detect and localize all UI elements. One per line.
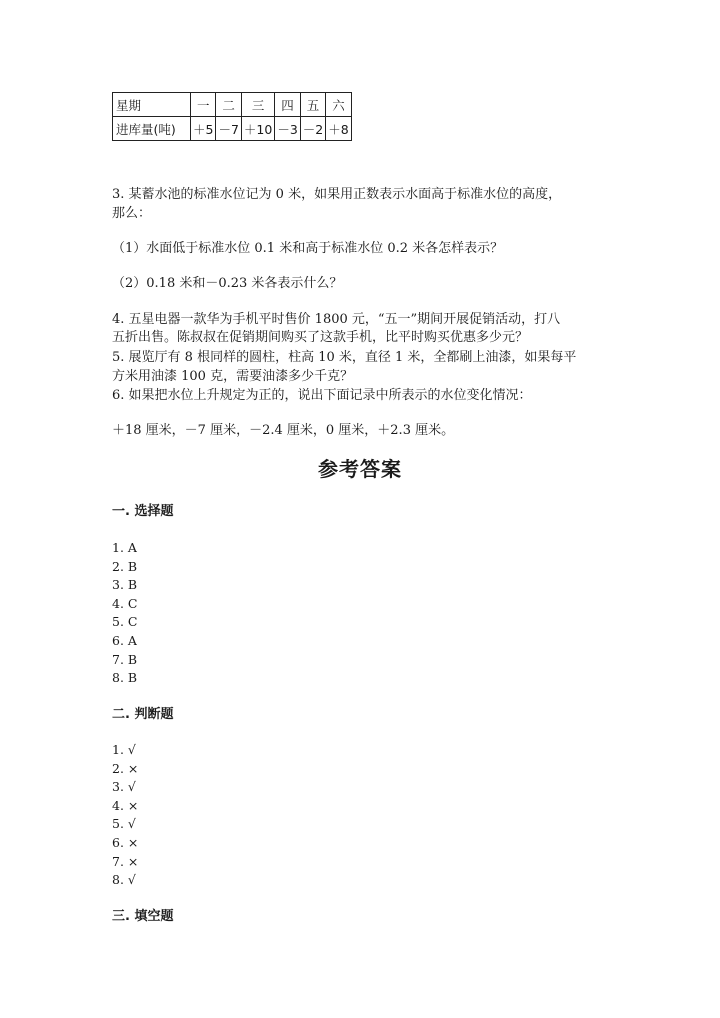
question-3-text-cont: 那么： [112,206,152,221]
table-cell: 星期 [113,93,191,117]
table-cell: ＋8 [326,117,351,141]
list-item: 8. B [112,670,138,686]
table-cell: 三 [241,93,274,117]
question-6-values: ＋18 厘米，－7 厘米，－2.4 厘米，0 厘米，＋2.3 厘米。 [112,423,455,438]
list-item: 4. C [112,595,138,611]
list-item: 3. B [112,577,138,593]
table-cell: －7 [216,117,241,141]
list-item: 6. A [112,632,137,648]
list-item: 3. √ [112,779,136,795]
question-3-sub-2: （2）0.18 米和－0.23 米各表示什么？ [112,276,343,291]
section-heading-choice: 一. 选择题 [112,504,174,519]
table-cell: 一 [191,93,216,117]
list-item: 6. × [112,834,139,850]
question-3-sub-1: （1）水面低于标准水位 0.1 米和高于标准水位 0.2 米各怎样表示？ [112,241,504,256]
section-heading-judgment: 二. 判断题 [112,707,174,722]
list-item: 7. × [112,853,139,869]
table-cell: 二 [216,93,241,117]
question-3-text: 3. 某蓄水池的标准水位记为 0 米，如果用正数表示水面高于标准水位的高度， [112,187,562,202]
question-4-text-cont: 五折出售。陈叔叔在促销期间购买了这款手机，比平时购买优惠多少元？ [112,330,529,345]
table-cell: 四 [275,93,300,117]
list-item: 1. √ [112,742,136,757]
table-cell: ＋10 [241,117,274,141]
list-item: 8. √ [112,872,136,888]
list-item: 5. C [112,614,138,630]
list-item: 2. × [112,760,139,776]
table-cell: 进库量(吨) [113,117,191,141]
table-cell: －2 [300,117,325,141]
list-item: 2. B [112,558,138,574]
list-item: 1. A [112,540,137,555]
question-6-text: 6. 如果把水位上升规定为正的，说出下面记录中所表示的水位变化情况： [112,388,532,403]
choice-answer-list [112,539,137,688]
stock-table [112,92,352,141]
question-5-text: 5. 展览厅有 8 根同样的圆柱，柱高 10 米，直径 1 米，全都刷上油漆，如果每平 [112,350,577,365]
table-cell: 五 [300,93,325,117]
table-cell: －3 [275,117,300,141]
judgment-answer-list [112,741,138,890]
section-heading-fill-blank: 三. 填空题 [112,909,174,924]
answer-key-title: 参考答案 [318,457,402,481]
question-5-text-cont: 方米用油漆 100 克，需要油漆多少千克？ [112,369,354,384]
table-cell: ＋5 [191,117,216,141]
list-item: 7. B [112,651,138,667]
table-row [113,93,352,117]
list-item: 5. √ [112,816,136,832]
question-4-text: 4. 五星电器一款华为手机平时售价 1800 元，“五一”期间开展促销活动，打八 [112,312,561,327]
table-cell: 六 [326,93,351,117]
table-row [113,117,352,141]
list-item: 4. × [112,797,139,813]
